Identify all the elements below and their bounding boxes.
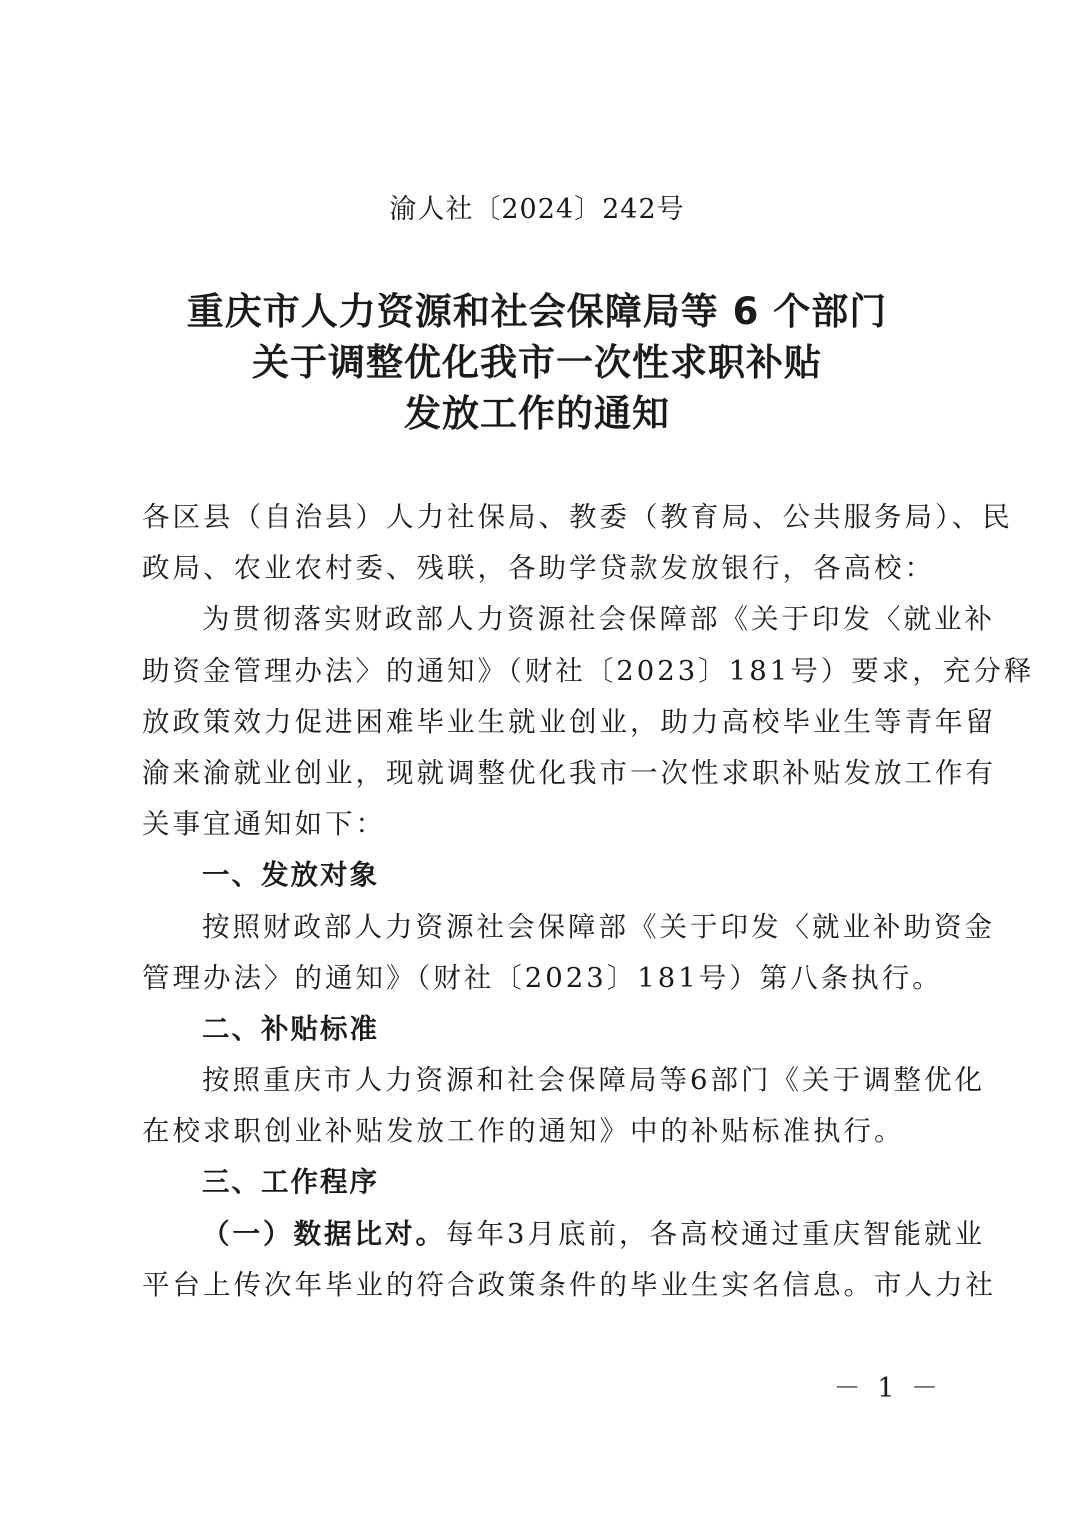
section3-sub1-text: 每年3月底前，各高校通过重庆智能就业 <box>446 1217 985 1250</box>
section1-line-1: 按照财政部人力资源社会保障部《关于印发〈就业补助资金 <box>202 910 995 943</box>
page-number: － 1 － <box>833 1373 942 1404</box>
section3-sub1-line-1 <box>142 1209 985 1260</box>
title-line-2: 关于调整优化我市一次性求职补贴 <box>252 341 822 384</box>
recipients-line-1: 各区县（自治县）人力社保局、教委（教育局、公共服务局）、民 <box>142 501 1013 533</box>
section3-sub1-line-2: 平台上传次年毕业的符合政策条件的毕业生实名信息。市人力社 <box>142 1268 996 1301</box>
intro-line-1: 为贯彻落实财政部人力资源社会保障部《关于印发〈就业补 <box>202 603 995 636</box>
sub-heading-data-comparison: （一）数据比对。 <box>202 1217 446 1250</box>
section-heading-3: 三、工作程序 <box>202 1166 379 1199</box>
title-line-3: 发放工作的通知 <box>404 392 670 435</box>
intro-line-5: 关事宜通知如下： <box>142 808 386 841</box>
recipients-line-2: 政局、农业农村委、残联，各助学贷款发放银行，各高校： <box>142 552 935 585</box>
title-line-1: 重庆市人力资源和社会保障局等 6 个部门 <box>186 290 888 333</box>
section2-line-1: 按照重庆市人力资源和社会保障局等6部门《关于调整优化 <box>202 1064 985 1097</box>
intro-line-2: 助资金管理办法〉的通知》（财社〔2023〕181号）要求，充分释 <box>142 654 1035 687</box>
section-heading-2: 二、补贴标准 <box>202 1012 379 1045</box>
document-number: 渝人社〔2024〕242号 <box>389 194 685 225</box>
section2-line-2: 在校求职创业补贴发放工作的通知》中的补贴标准执行。 <box>142 1115 905 1148</box>
section-heading-1: 一、发放对象 <box>202 859 379 892</box>
section1-line-2: 管理办法〉的通知》（财社〔2023〕181号）第八条执行。 <box>142 961 943 994</box>
intro-line-3: 放政策效力促进困难毕业生就业创业，助力高校毕业生等青年留 <box>142 705 996 738</box>
document-title <box>0 286 1074 439</box>
intro-line-4: 渝来渝就业创业，现就调整优化我市一次性求职补贴发放工作有 <box>142 756 996 789</box>
document-body <box>142 492 1035 1311</box>
